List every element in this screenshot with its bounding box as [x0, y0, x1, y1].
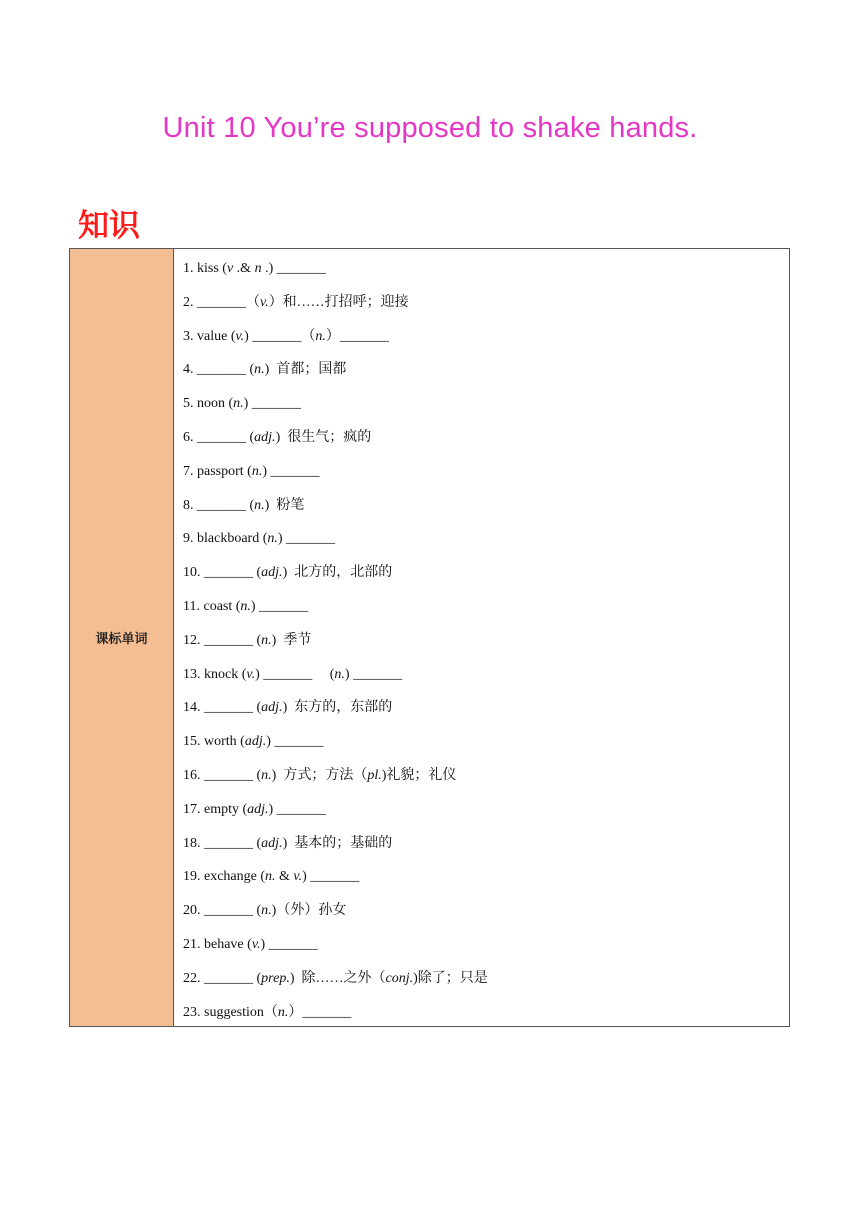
part-of-speech: v.	[246, 666, 256, 682]
item-text: 18. _______ (	[183, 835, 262, 851]
item-text: 22. _______ (	[183, 970, 262, 986]
item-text: 6. _______ (	[183, 429, 255, 445]
part-of-speech: prep.	[261, 970, 290, 986]
part-of-speech: adj.	[247, 801, 269, 817]
item-text: ) _______	[262, 463, 320, 479]
part-of-speech: adj.	[261, 565, 283, 581]
item-text: ) 除……之外（	[289, 970, 386, 986]
item-text: ) 东方的，东部的	[282, 700, 393, 716]
vocabulary-item	[183, 967, 488, 1001]
vocabulary-item	[183, 764, 488, 798]
item-text: ) 首都；国都	[264, 362, 347, 378]
item-text: 11. coast (	[183, 598, 241, 614]
part-of-speech: n	[254, 261, 262, 276]
item-text: ）_______	[325, 328, 389, 344]
part-of-speech: n.	[254, 497, 265, 513]
item-text: 16. _______ (	[183, 767, 262, 783]
part-of-speech: pl.	[367, 767, 382, 783]
item-text: )（外）孙女	[271, 903, 347, 919]
vocabulary-item	[183, 696, 488, 730]
category-cell: 课标单词	[70, 249, 174, 1026]
item-text: 23. suggestion（	[183, 1004, 278, 1020]
item-text: ) 基本的；基础的	[282, 835, 393, 851]
vocabulary-item	[183, 899, 488, 933]
vocabulary-item	[183, 291, 488, 325]
item-text: 19. exchange (	[183, 869, 266, 885]
item-text: &	[275, 869, 294, 885]
vocabulary-list	[183, 257, 488, 1034]
section-heading: 知识	[78, 208, 140, 244]
vocabulary-item	[183, 257, 488, 291]
item-text: ）_______	[288, 1004, 352, 1020]
part-of-speech: n.	[254, 362, 265, 378]
vocabulary-item	[183, 730, 488, 764]
vocabulary-table	[69, 248, 790, 1027]
vocabulary-item	[183, 358, 488, 392]
part-of-speech: n.	[261, 903, 272, 919]
vocabulary-item	[183, 325, 488, 359]
item-text: .&	[233, 261, 255, 276]
vocabulary-item	[183, 663, 488, 697]
item-text: )除了；只是	[413, 970, 488, 986]
item-text: ) 粉笔	[264, 497, 305, 513]
item-text: ）和……打招呼；迎接	[268, 294, 409, 310]
item-text: 17. empty (	[183, 801, 248, 817]
part-of-speech: adj.	[261, 700, 283, 716]
item-text: 7. passport (	[183, 463, 252, 479]
item-text: ) _______	[266, 734, 324, 750]
item-text: 9. blackboard (	[183, 531, 268, 547]
part-of-speech: n.	[261, 767, 272, 783]
vocabulary-item	[183, 392, 488, 426]
item-text: 4. _______ (	[183, 362, 255, 378]
part-of-speech: v.	[260, 294, 269, 310]
item-text: 5. noon (	[183, 396, 234, 412]
item-text: ) _______	[260, 936, 318, 952]
item-text: 10. _______ (	[183, 565, 262, 581]
vocabulary-item	[183, 933, 488, 967]
item-text: 12. _______ (	[183, 632, 262, 648]
part-of-speech: adj.	[254, 429, 276, 445]
item-text: 3. value (	[183, 328, 236, 344]
vocabulary-item	[183, 832, 488, 866]
vocabulary-item	[183, 595, 488, 629]
item-text: 15. worth (	[183, 734, 245, 750]
item-text: 13. knock (	[183, 666, 247, 682]
part-of-speech: adj.	[261, 835, 283, 851]
part-of-speech: n.	[233, 396, 244, 412]
item-text: 2. _______（	[183, 294, 260, 310]
part-of-speech: n.	[265, 869, 276, 885]
vocabulary-item	[183, 460, 488, 494]
item-text: ) 北方的，北部的	[282, 565, 393, 581]
item-text: )礼貌；礼仪	[381, 767, 457, 783]
item-text: ) 很生气；疯的	[275, 429, 372, 445]
item-text: .) _______	[261, 261, 326, 276]
item-text: ) _______ (	[255, 666, 335, 682]
part-of-speech: n.	[267, 531, 278, 547]
item-text: 14. _______ (	[183, 700, 262, 716]
part-of-speech: n.	[334, 666, 345, 682]
vocabulary-item	[183, 629, 488, 663]
item-text: ) _______	[277, 531, 336, 547]
part-of-speech: adj.	[244, 734, 267, 750]
part-of-speech: conj.	[385, 970, 414, 986]
part-of-speech: n.	[261, 632, 272, 648]
vocabulary-item	[183, 494, 488, 528]
document-title: Unit 10 You’re supposed to shake hands.	[162, 112, 698, 144]
vocabulary-item	[183, 527, 488, 561]
vocabulary-item	[183, 1001, 488, 1035]
vocabulary-item	[183, 865, 488, 899]
item-text: 8. _______ (	[183, 497, 255, 513]
part-of-speech: v.	[293, 869, 303, 885]
item-text: ) _______	[344, 666, 403, 682]
item-text: ) _______	[243, 396, 301, 412]
part-of-speech: v	[226, 261, 234, 276]
item-text: 20. _______ (	[183, 903, 262, 919]
part-of-speech: n.	[240, 598, 251, 614]
item-text: ) _______	[250, 598, 309, 614]
vocabulary-item	[183, 561, 488, 595]
vocabulary-item	[183, 426, 488, 460]
item-text: ) _______	[268, 801, 326, 817]
item-text: ) 方式；方法（	[271, 767, 368, 783]
vocabulary-list-cell	[174, 249, 789, 1026]
item-text: 1. kiss (	[183, 261, 227, 276]
part-of-speech: n.	[277, 1004, 289, 1020]
item-text: 21. behave (	[183, 936, 252, 952]
item-text: ) _______	[302, 869, 360, 885]
item-text: ) 季节	[271, 632, 312, 648]
part-of-speech: n.	[251, 463, 263, 479]
part-of-speech: v.	[235, 328, 245, 344]
item-text: ) _______（	[244, 328, 316, 344]
part-of-speech: v.	[251, 936, 261, 952]
vocabulary-item	[183, 798, 488, 832]
part-of-speech: n.	[315, 328, 326, 344]
